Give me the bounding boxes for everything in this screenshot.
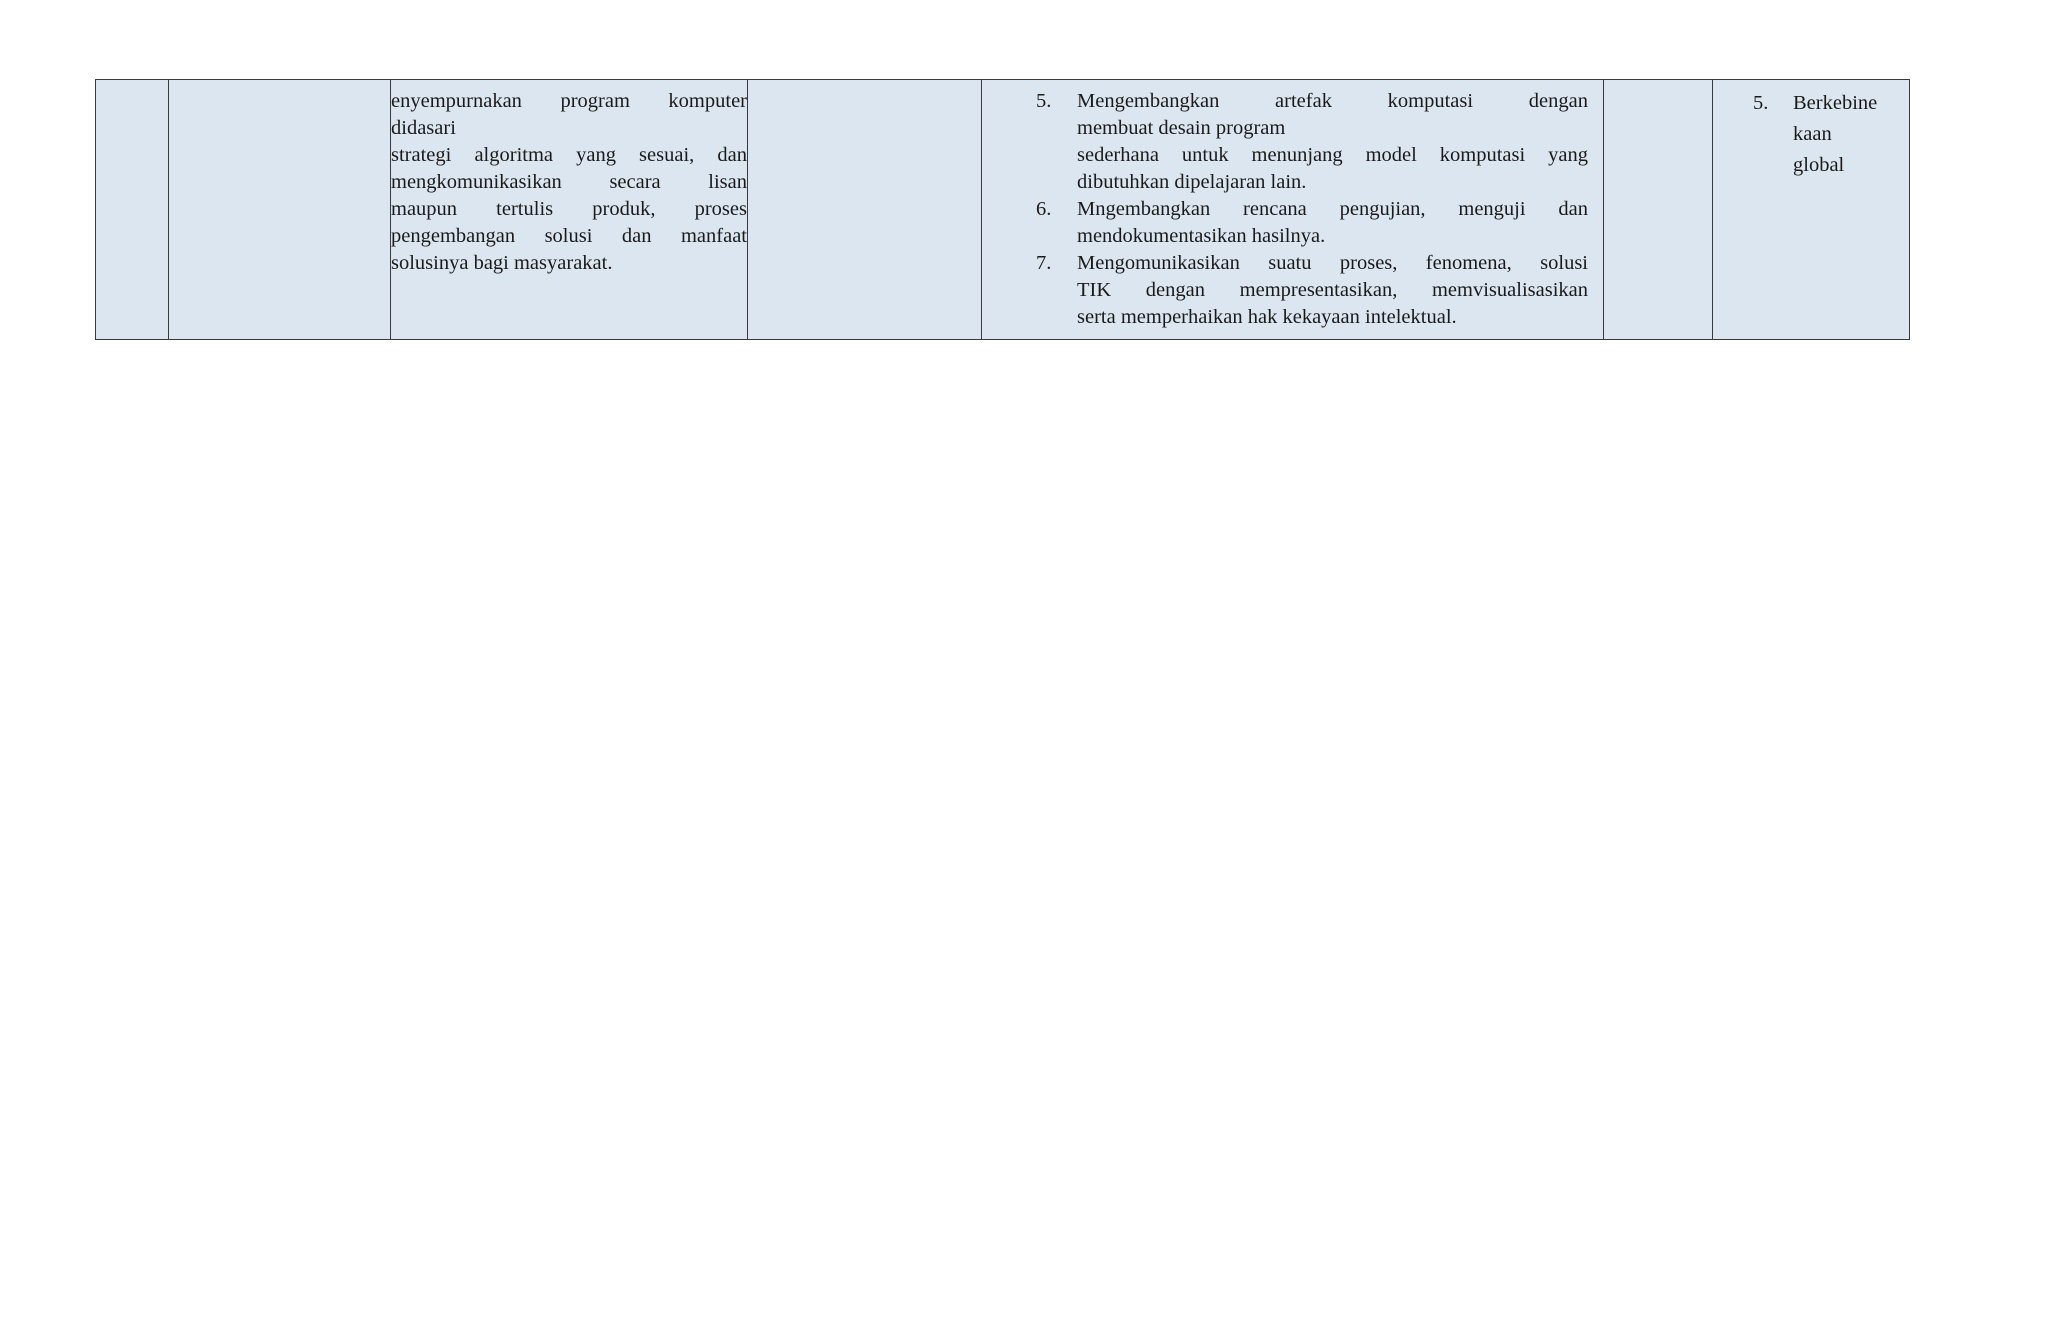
learning-outcome-line: didasari (391, 117, 456, 139)
learning-outcome-text (391, 88, 747, 277)
objective-line: Mngembangkan rencana pengujian, menguji dan (1077, 198, 1588, 220)
cell-empty-1 (96, 80, 169, 340)
cell-objectives (982, 80, 1604, 340)
learning-outcome-line: solusinya bagi masyarakat. (391, 252, 613, 274)
profile-number: 5. (1753, 92, 1769, 114)
cell-empty-4 (748, 80, 982, 340)
objective-line: Mengomunikasikan suatu proses, fenomena, solusi (1077, 252, 1588, 274)
learning-outcome-line: mengkomunikasikan secara lisan (391, 171, 747, 193)
learning-outcome-line: maupun tertulis produk, proses (391, 198, 747, 220)
objective-line: TIK dengan mempresentasikan, memvisualisasikan (1077, 279, 1588, 301)
profile-item (1713, 88, 1909, 181)
cell-empty-6 (1604, 80, 1713, 340)
objective-number: 5. (1036, 90, 1052, 112)
cell-learning-outcome (391, 80, 748, 340)
objective-line: sederhana untuk menunjang model komputasi yang (1077, 144, 1588, 166)
objective-item (982, 88, 1588, 196)
cell-profile (1713, 80, 1910, 340)
learning-outcome-line: enyempurnakan program komputer (391, 90, 747, 112)
objectives-list (982, 88, 1603, 331)
learning-outcome-line: strategi algoritma yang sesuai, dan (391, 144, 747, 166)
objective-line: mendokumentasikan hasilnya. (1077, 225, 1326, 247)
profile-list (1713, 88, 1909, 181)
objective-number: 7. (1036, 252, 1052, 274)
objective-item (982, 250, 1588, 331)
profile-line: kaan (1793, 123, 1832, 145)
objective-item (982, 196, 1588, 250)
curriculum-table (95, 79, 1910, 340)
learning-outcome-line: pengembangan solusi dan manfaat (391, 225, 747, 247)
objective-line: Mengembangkan artefak komputasi dengan (1077, 90, 1588, 112)
objective-line: membuat desain program (1077, 117, 1286, 139)
profile-line: Berkebine (1793, 92, 1878, 114)
objective-line: dibutuhkan dipelajaran lain. (1077, 171, 1307, 193)
objective-line: serta memperhaikan hak kekayaan intelektual. (1077, 306, 1457, 328)
table-row (96, 80, 1910, 340)
profile-line: global (1793, 154, 1845, 176)
cell-empty-2 (169, 80, 391, 340)
objective-number: 6. (1036, 198, 1052, 220)
